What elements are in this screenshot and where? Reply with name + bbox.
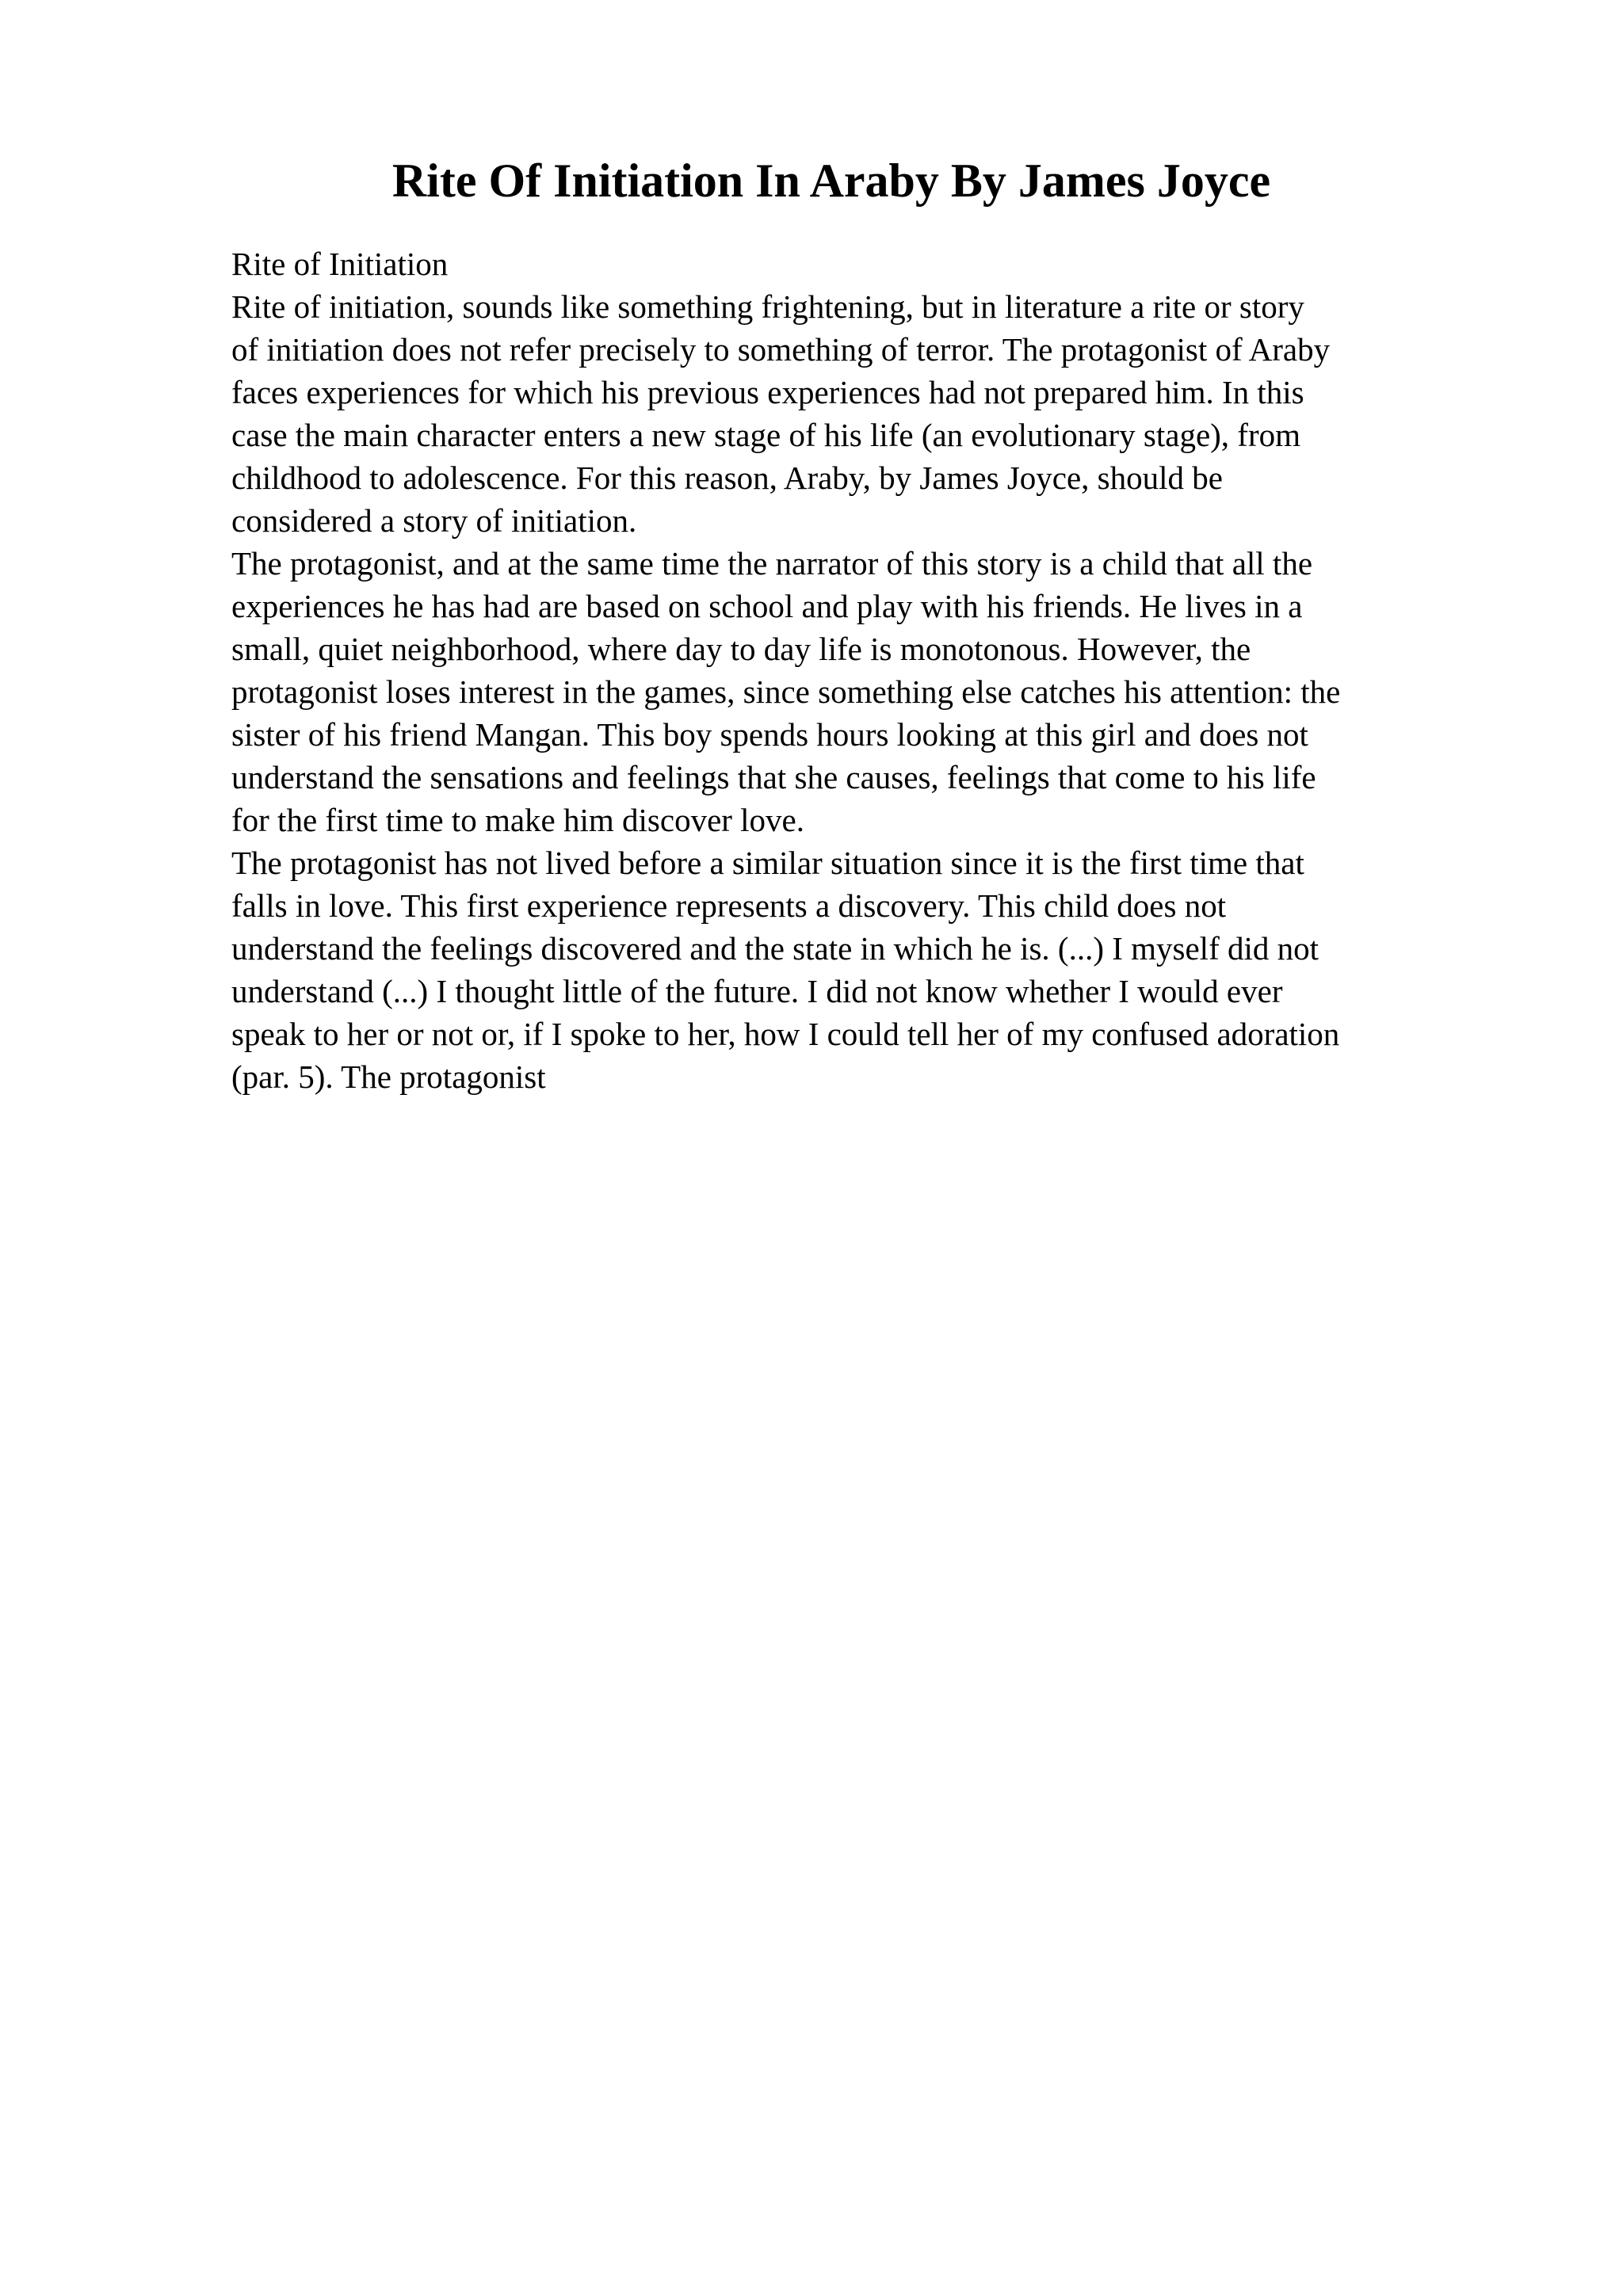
body-line: sister of his friend Mangan. This boy spends hours looking at this girl and does not (231, 716, 1308, 753)
body-line: childhood to adolescence. For this reason, Araby, by James Joyce, should be (231, 460, 1223, 496)
body-line: Rite of Initiation (231, 246, 449, 282)
document-title: Rite Of Initiation In Araby By James Joyce (391, 154, 1271, 207)
body-line: (par. 5). The protagonist (231, 1058, 546, 1095)
body-line: understand (...) I thought little of the future. I did not know whether I would ever (231, 973, 1283, 1009)
document-body (231, 242, 1515, 1098)
body-line: The protagonist has not lived before a similar situation since it is the first time that (231, 845, 1304, 881)
body-line: faces experiences for which his previous experiences had not prepared him. In this (231, 374, 1304, 410)
body-line: for the first time to make him discover love. (231, 802, 805, 838)
body-line: small, quiet neighborhood, where day to day life is monotonous. However, the (231, 631, 1251, 667)
body-line: speak to her or not or, if I spoke to her, how I could tell her of my confused adoration (231, 1016, 1340, 1052)
body-line: case the main character enters a new stage of his life (an evolutionary stage), from (231, 417, 1300, 453)
body-line: experiences he has had are based on school and play with his friends. He lives in a (231, 588, 1303, 624)
body-line: understand the sensations and feelings that she causes, feelings that come to his life (231, 759, 1316, 795)
body-line: considered a story of initiation. (231, 502, 637, 539)
body-line: understand the feelings discovered and the state in which he is. (...) I myself did not (231, 930, 1319, 967)
body-line: protagonist loses interest in the games, since something else catches his attention: the (231, 673, 1341, 710)
body-line: falls in love. This first experience represents a discovery. This child does not (231, 887, 1227, 924)
body-line: The protagonist, and at the same time the narrator of this story is a child that all the (231, 545, 1313, 582)
body-line: of initiation does not refer precisely to something of terror. The protagonist of Araby (231, 331, 1331, 368)
body-line: Rite of initiation, sounds like something frightening, but in literature a rite or story (231, 288, 1304, 325)
